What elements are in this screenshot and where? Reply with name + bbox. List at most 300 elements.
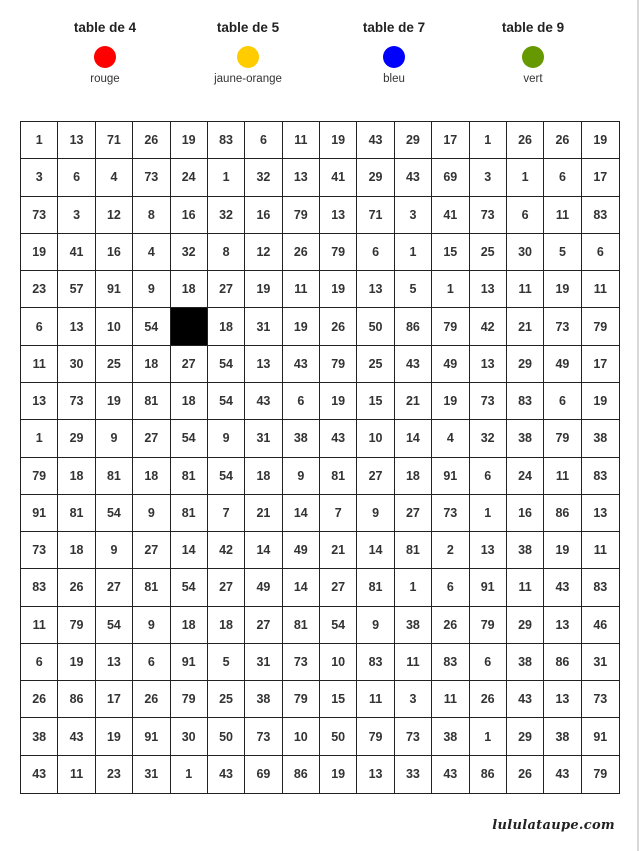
- grid-cell[interactable]: 81: [133, 569, 170, 606]
- grid-cell[interactable]: 26: [283, 234, 320, 271]
- grid-cell[interactable]: 1: [507, 159, 544, 196]
- grid-cell[interactable]: 54: [96, 607, 133, 644]
- grid-cell[interactable]: 43: [395, 346, 432, 383]
- grid-cell[interactable]: 1: [395, 569, 432, 606]
- grid-cell[interactable]: 38: [432, 718, 469, 755]
- grid-cell[interactable]: 26: [21, 681, 58, 718]
- grid-cell[interactable]: 41: [58, 234, 95, 271]
- grid-cell[interactable]: 18: [208, 308, 245, 345]
- grid-cell[interactable]: 16: [171, 197, 208, 234]
- grid-cell[interactable]: 24: [171, 159, 208, 196]
- grid-cell[interactable]: 27: [96, 569, 133, 606]
- grid-cell[interactable]: 11: [283, 271, 320, 308]
- grid-cell[interactable]: 9: [96, 420, 133, 457]
- grid-cell[interactable]: 41: [320, 159, 357, 196]
- grid-cell[interactable]: 49: [245, 569, 282, 606]
- grid-cell[interactable]: 9: [133, 271, 170, 308]
- grid-cell[interactable]: 43: [544, 569, 581, 606]
- grid-cell[interactable]: 4: [96, 159, 133, 196]
- grid-cell[interactable]: 73: [544, 308, 581, 345]
- grid-cell[interactable]: 73: [470, 383, 507, 420]
- grid-cell[interactable]: 13: [96, 644, 133, 681]
- legend-title: table de 7: [362, 20, 426, 35]
- grid-cell[interactable]: 49: [432, 346, 469, 383]
- grid-cell[interactable]: 73: [21, 197, 58, 234]
- grid-cell[interactable]: 13: [544, 681, 581, 718]
- number-grid: [20, 121, 620, 794]
- grid-cell[interactable]: 19: [320, 383, 357, 420]
- grid-cell[interactable]: 29: [58, 420, 95, 457]
- grid-cell[interactable]: 83: [507, 383, 544, 420]
- grid-cell[interactable]: 49: [544, 346, 581, 383]
- grid-cell[interactable]: 11: [432, 681, 469, 718]
- grid-cell[interactable]: 18: [171, 271, 208, 308]
- grid-cell[interactable]: 26: [133, 122, 170, 159]
- grid-cell[interactable]: 14: [395, 420, 432, 457]
- grid-cell[interactable]: 29: [507, 607, 544, 644]
- grid-cell[interactable]: 19: [171, 122, 208, 159]
- grid-cell[interactable]: 17: [96, 681, 133, 718]
- grid-cell[interactable]: 79: [21, 458, 58, 495]
- grid-cell[interactable]: 3: [58, 197, 95, 234]
- grid-cell[interactable]: 91: [582, 718, 619, 755]
- grid-cell[interactable]: 91: [21, 495, 58, 532]
- grid-cell[interactable]: 3: [470, 159, 507, 196]
- grid-cell[interactable]: 1: [395, 234, 432, 271]
- grid-cell[interactable]: 13: [544, 607, 581, 644]
- grid-cell[interactable]: 19: [245, 271, 282, 308]
- grid-cell[interactable]: 32: [245, 159, 282, 196]
- grid-cell[interactable]: 43: [357, 122, 394, 159]
- grid-cell[interactable]: 26: [470, 681, 507, 718]
- grid-cell[interactable]: 9: [208, 420, 245, 457]
- grid-cell[interactable]: 91: [96, 271, 133, 308]
- grid-cell[interactable]: 10: [320, 644, 357, 681]
- grid-cell[interactable]: 21: [507, 308, 544, 345]
- grid-cell[interactable]: 31: [245, 420, 282, 457]
- grid-cell[interactable]: 73: [470, 197, 507, 234]
- grid-cell[interactable]: 83: [208, 122, 245, 159]
- grid-cell[interactable]: 11: [582, 271, 619, 308]
- site-watermark: lululataupe.com: [492, 818, 615, 833]
- grid-cell[interactable]: 6: [470, 458, 507, 495]
- grid-cell[interactable]: 9: [133, 495, 170, 532]
- grid-cell[interactable]: 83: [21, 569, 58, 606]
- grid-cell[interactable]: 46: [582, 607, 619, 644]
- grid-cell[interactable]: 79: [171, 681, 208, 718]
- grid-cell[interactable]: 1: [171, 756, 208, 793]
- grid-cell[interactable]: 23: [96, 756, 133, 793]
- grid-cell[interactable]: 19: [96, 383, 133, 420]
- grid-cell[interactable]: 13: [21, 383, 58, 420]
- grid-cell[interactable]: 19: [544, 271, 581, 308]
- grid-cell[interactable]: 31: [245, 308, 282, 345]
- grid-cell[interactable]: 26: [507, 122, 544, 159]
- grid-cell[interactable]: 6: [283, 383, 320, 420]
- grid-cell[interactable]: 73: [395, 718, 432, 755]
- grid-cell[interactable]: 19: [432, 383, 469, 420]
- grid-cell[interactable]: 11: [507, 271, 544, 308]
- legend-color-label: bleu: [383, 73, 405, 85]
- grid-cell[interactable]: 6: [582, 234, 619, 271]
- grid-cell[interactable]: 23: [21, 271, 58, 308]
- grid-cell[interactable]: 38: [507, 644, 544, 681]
- grid-cell[interactable]: 38: [544, 718, 581, 755]
- grid-cell[interactable]: 31: [582, 644, 619, 681]
- grid-cell[interactable]: 38: [507, 420, 544, 457]
- grid-cell[interactable]: 42: [208, 532, 245, 569]
- grid-cell[interactable]: 79: [432, 308, 469, 345]
- grid-cell[interactable]: 30: [58, 346, 95, 383]
- grid-cell[interactable]: 29: [357, 159, 394, 196]
- grid-cell[interactable]: 2: [432, 532, 469, 569]
- grid-cell[interactable]: 18: [395, 458, 432, 495]
- grid-cell[interactable]: 79: [283, 681, 320, 718]
- grid-cell[interactable]: 79: [593, 767, 608, 782]
- grid-cell[interactable]: 43: [544, 756, 581, 793]
- grid-cell[interactable]: 8: [208, 234, 245, 271]
- grid-cell[interactable]: 13: [58, 122, 95, 159]
- grid-cell[interactable]: 54: [320, 607, 357, 644]
- color-dot-icon: [522, 46, 544, 68]
- grid-cell[interactable]: 15: [320, 681, 357, 718]
- grid-cell[interactable]: 27: [245, 607, 282, 644]
- grid-cell[interactable]: 11: [357, 681, 394, 718]
- grid-cell[interactable]: 9: [283, 458, 320, 495]
- grid-cell[interactable]: 27: [133, 420, 170, 457]
- grid-cell[interactable]: 19: [283, 308, 320, 345]
- grid-cell[interactable]: 11: [507, 569, 544, 606]
- grid-cell[interactable]: 13: [58, 308, 95, 345]
- grid-cell[interactable]: 6: [507, 197, 544, 234]
- grid-cell[interactable]: 91: [470, 569, 507, 606]
- grid-cell[interactable]: 6: [357, 234, 394, 271]
- grid-cell[interactable]: 69: [245, 756, 282, 793]
- grid-cell[interactable]: 86: [470, 756, 507, 793]
- grid-cell[interactable]: 43: [21, 756, 58, 793]
- grid-cell[interactable]: 54: [171, 420, 208, 457]
- grid-cell[interactable]: 19: [544, 532, 581, 569]
- grid-cell[interactable]: 27: [208, 271, 245, 308]
- grid-cell[interactable]: 26: [320, 308, 357, 345]
- grid-cell[interactable]: 9: [357, 495, 394, 532]
- grid-cell[interactable]: 29: [395, 122, 432, 159]
- grid-cell[interactable]: 10: [96, 308, 133, 345]
- grid-cell[interactable]: 5: [208, 644, 245, 681]
- grid-cell[interactable]: 14: [283, 495, 320, 532]
- grid-cell[interactable]: 13: [470, 532, 507, 569]
- grid-cell[interactable]: 50: [357, 308, 394, 345]
- grid-cell[interactable]: 11: [21, 346, 58, 383]
- grid-cell[interactable]: 49: [283, 532, 320, 569]
- grid-cell[interactable]: 5: [544, 234, 581, 271]
- grid-cell[interactable]: 27: [357, 458, 394, 495]
- grid-cell[interactable]: 83: [582, 569, 619, 606]
- grid-cell[interactable]: 73: [245, 718, 282, 755]
- grid-cell[interactable]: 73: [21, 532, 58, 569]
- grid-cell[interactable]: 83: [582, 197, 619, 234]
- grid-cell[interactable]: 15: [357, 383, 394, 420]
- grid-cell[interactable]: 14: [357, 532, 394, 569]
- grid-cell[interactable]: 26: [507, 756, 544, 793]
- grid-cell[interactable]: 9: [357, 607, 394, 644]
- grid-cell[interactable]: 11: [544, 197, 581, 234]
- grid-cell[interactable]: 13: [470, 346, 507, 383]
- grid-cell[interactable]: 16: [245, 197, 282, 234]
- grid-cell[interactable]: 71: [96, 122, 133, 159]
- grid-cell[interactable]: 6: [58, 159, 95, 196]
- grid-cell[interactable]: 17: [582, 159, 619, 196]
- grid-cell[interactable]: 43: [208, 756, 245, 793]
- legend-title: table de 9: [501, 20, 565, 35]
- grid-cell[interactable]: 11: [283, 122, 320, 159]
- color-dot-icon: [383, 46, 405, 68]
- grid-cell[interactable]: 6: [21, 644, 58, 681]
- grid-cell[interactable]: 86: [283, 756, 320, 793]
- grid-cell[interactable]: 15: [432, 234, 469, 271]
- grid-cell[interactable]: 31: [133, 756, 170, 793]
- grid-cell[interactable]: 6: [21, 308, 58, 345]
- grid-cell[interactable]: 10: [283, 718, 320, 755]
- grid-cell[interactable]: 25: [208, 681, 245, 718]
- grid-cell[interactable]: 12: [245, 234, 282, 271]
- grid-cell[interactable]: 18: [133, 458, 170, 495]
- grid-cell[interactable]: 6: [133, 644, 170, 681]
- grid-cell[interactable]: 13: [320, 197, 357, 234]
- grid-cell[interactable]: 86: [58, 681, 95, 718]
- legend-color-label: rouge: [90, 73, 120, 85]
- grid-cell[interactable]: 6: [470, 644, 507, 681]
- grid-cell[interactable]: 27: [133, 532, 170, 569]
- grid-cell[interactable]: 79: [58, 607, 95, 644]
- grid-cell[interactable]: 54: [208, 383, 245, 420]
- grid-cell[interactable]: 1: [432, 271, 469, 308]
- legend-item-table-5: [188, 20, 308, 86]
- grid-cell[interactable]: 26: [544, 122, 581, 159]
- grid-cell[interactable]: 16: [507, 495, 544, 532]
- grid-cell[interactable]: 25: [96, 346, 133, 383]
- grid-cell[interactable]: 43: [58, 718, 95, 755]
- grid-cell[interactable]: 14: [171, 532, 208, 569]
- grid-cell[interactable]: 81: [283, 607, 320, 644]
- grid-cell[interactable]: 19: [21, 234, 58, 271]
- grid-cell[interactable]: 79: [283, 197, 320, 234]
- grid-cell[interactable]: 11: [544, 458, 581, 495]
- grid-cell[interactable]: 81: [171, 458, 208, 495]
- grid-cell[interactable]: 32: [171, 234, 208, 271]
- grid-cell[interactable]: 38: [245, 681, 282, 718]
- grid-cell[interactable]: 30: [171, 718, 208, 755]
- grid-cell[interactable]: 6: [432, 569, 469, 606]
- grid-cell[interactable]: 29: [507, 346, 544, 383]
- grid-cell[interactable]: 42: [470, 308, 507, 345]
- grid-cell[interactable]: 57: [58, 271, 95, 308]
- grid-cell[interactable]: 38: [507, 532, 544, 569]
- grid-cell[interactable]: 19: [582, 383, 619, 420]
- grid-cell[interactable]: 19: [320, 271, 357, 308]
- grid-cell[interactable]: 18: [58, 532, 95, 569]
- grid-cell[interactable]: 4: [133, 234, 170, 271]
- grid-cell[interactable]: 83: [582, 458, 619, 495]
- grid-cell[interactable]: 91: [171, 644, 208, 681]
- grid-cell[interactable]: 21: [320, 532, 357, 569]
- grid-cell[interactable]: 1: [21, 122, 58, 159]
- grid-cell[interactable]: 32: [208, 197, 245, 234]
- grid-cell[interactable]: 19: [320, 756, 357, 793]
- grid-cell[interactable]: 32: [470, 420, 507, 457]
- grid-cell[interactable]: 18: [208, 607, 245, 644]
- grid-cell[interactable]: 12: [96, 197, 133, 234]
- grid-cell[interactable]: 73: [582, 681, 619, 718]
- grid-cell[interactable]: 81: [133, 383, 170, 420]
- grid-cell[interactable]: 21: [395, 383, 432, 420]
- grid-cell[interactable]: 86: [544, 644, 581, 681]
- grid-cell[interactable]: 38: [283, 420, 320, 457]
- grid-cell[interactable]: 86: [395, 308, 432, 345]
- grid-cell[interactable]: 9: [96, 532, 133, 569]
- grid-cell[interactable]: 19: [58, 644, 95, 681]
- grid-cell[interactable]: 73: [283, 644, 320, 681]
- grid-cell[interactable]: 91: [133, 718, 170, 755]
- grid-cell[interactable]: 54: [208, 346, 245, 383]
- grid-cell-filled[interactable]: [171, 308, 208, 345]
- grid-cell[interactable]: 81: [395, 532, 432, 569]
- grid-cell[interactable]: 54: [96, 495, 133, 532]
- grid-cell[interactable]: 79: [544, 420, 581, 457]
- grid-cell[interactable]: 26: [432, 607, 469, 644]
- grid-cell[interactable]: 3: [395, 197, 432, 234]
- grid-cell[interactable]: 79: [320, 346, 357, 383]
- grid-cell[interactable]: 13: [245, 346, 282, 383]
- grid-cell[interactable]: 27: [395, 495, 432, 532]
- legend-title: table de 5: [216, 20, 280, 35]
- grid-cell[interactable]: 38: [21, 718, 58, 755]
- grid-cell[interactable]: 8: [133, 197, 170, 234]
- grid-cell[interactable]: 41: [432, 197, 469, 234]
- grid-cell[interactable]: 81: [58, 495, 95, 532]
- grid-cell[interactable]: 25: [470, 234, 507, 271]
- grid-cell[interactable]: 1: [208, 159, 245, 196]
- grid-cell[interactable]: 81: [357, 569, 394, 606]
- grid-cell[interactable]: 1: [470, 122, 507, 159]
- grid-cell[interactable]: 30: [507, 234, 544, 271]
- grid-cell[interactable]: 27: [208, 569, 245, 606]
- grid-cell[interactable]: 79: [470, 607, 507, 644]
- grid-cell[interactable]: 79: [320, 234, 357, 271]
- grid-cell[interactable]: 31: [245, 644, 282, 681]
- grid-cell[interactable]: 54: [171, 569, 208, 606]
- grid-cell[interactable]: 27: [171, 346, 208, 383]
- grid-cell[interactable]: 69: [432, 159, 469, 196]
- grid-cell[interactable]: 25: [357, 346, 394, 383]
- grid-cell[interactable]: 3: [21, 159, 58, 196]
- grid-cell[interactable]: 10: [357, 420, 394, 457]
- grid-cell[interactable]: 11: [395, 644, 432, 681]
- grid-cell[interactable]: 6: [245, 122, 282, 159]
- grid-cell[interactable]: 17: [432, 122, 469, 159]
- grid-cell[interactable]: 19: [582, 122, 619, 159]
- grid-cell[interactable]: 1: [470, 495, 507, 532]
- grid-cell[interactable]: 50: [320, 718, 357, 755]
- grid-cell[interactable]: 91: [432, 458, 469, 495]
- grid-cell[interactable]: 18: [171, 607, 208, 644]
- grid-cell[interactable]: 13: [357, 271, 394, 308]
- grid-cell[interactable]: 21: [245, 495, 282, 532]
- grid-cell[interactable]: 17: [582, 346, 619, 383]
- grid-cell[interactable]: 13: [283, 159, 320, 196]
- grid-cell[interactable]: 73: [133, 159, 170, 196]
- grid-cell[interactable]: 29: [507, 718, 544, 755]
- grid-cell[interactable]: 1: [470, 718, 507, 755]
- grid-cell[interactable]: 43: [283, 346, 320, 383]
- grid-cell[interactable]: 3: [395, 681, 432, 718]
- grid-cell[interactable]: 79: [357, 718, 394, 755]
- grid-cell[interactable]: 38: [582, 420, 619, 457]
- grid-cell[interactable]: 73: [58, 383, 95, 420]
- page-edge-line: [637, 0, 639, 851]
- grid-cell[interactable]: 7: [208, 495, 245, 532]
- grid-cell[interactable]: 6: [544, 159, 581, 196]
- grid-cell[interactable]: 43: [320, 420, 357, 457]
- grid-cell[interactable]: 43: [432, 756, 469, 793]
- grid-cell[interactable]: 1: [21, 420, 58, 457]
- grid-cell[interactable]: 11: [58, 756, 95, 793]
- grid-cell[interactable]: 81: [96, 458, 133, 495]
- grid-cell[interactable]: 26: [133, 681, 170, 718]
- grid-cell[interactable]: 11: [21, 607, 58, 644]
- grid-cell[interactable]: 43: [507, 681, 544, 718]
- grid-cell[interactable]: 4: [432, 420, 469, 457]
- grid-cell[interactable]: 5: [395, 271, 432, 308]
- grid-cell[interactable]: 79: [582, 308, 619, 345]
- grid-cell[interactable]: 6: [544, 383, 581, 420]
- grid-cell[interactable]: 18: [245, 458, 282, 495]
- grid-cell[interactable]: 26: [58, 569, 95, 606]
- grid-cell[interactable]: 7: [320, 495, 357, 532]
- legend-item-table-4: [45, 20, 165, 86]
- grid-cell[interactable]: 19: [320, 122, 357, 159]
- grid-cell[interactable]: 24: [507, 458, 544, 495]
- grid-cell[interactable]: 43: [395, 159, 432, 196]
- grid-cell[interactable]: 54: [133, 308, 170, 345]
- grid-cell[interactable]: 11: [582, 532, 619, 569]
- grid-cell[interactable]: 19: [96, 718, 133, 755]
- grid-cell[interactable]: 81: [171, 495, 208, 532]
- grid-cell[interactable]: 38: [395, 607, 432, 644]
- grid-cell[interactable]: 83: [432, 644, 469, 681]
- grid-cell[interactable]: 16: [96, 234, 133, 271]
- grid-cell[interactable]: 9: [133, 607, 170, 644]
- grid-cell[interactable]: 54: [208, 458, 245, 495]
- grid-cell[interactable]: 14: [283, 569, 320, 606]
- grid-cell[interactable]: 27: [320, 569, 357, 606]
- grid-cell[interactable]: 83: [357, 644, 394, 681]
- grid-cell[interactable]: 18: [133, 346, 170, 383]
- grid-cell[interactable]: 18: [171, 383, 208, 420]
- grid-cell[interactable]: 71: [357, 197, 394, 234]
- grid-cell[interactable]: 14: [245, 532, 282, 569]
- grid-cell[interactable]: 13: [357, 756, 394, 793]
- grid-cell[interactable]: 33: [395, 756, 432, 793]
- grid-cell[interactable]: 13: [470, 271, 507, 308]
- grid-cell[interactable]: 50: [208, 718, 245, 755]
- grid-cell[interactable]: 43: [245, 383, 282, 420]
- grid-cell[interactable]: 81: [320, 458, 357, 495]
- grid-cell[interactable]: 13: [582, 495, 619, 532]
- grid-cell[interactable]: 18: [58, 458, 95, 495]
- grid-cell[interactable]: 86: [544, 495, 581, 532]
- grid-cell[interactable]: 73: [432, 495, 469, 532]
